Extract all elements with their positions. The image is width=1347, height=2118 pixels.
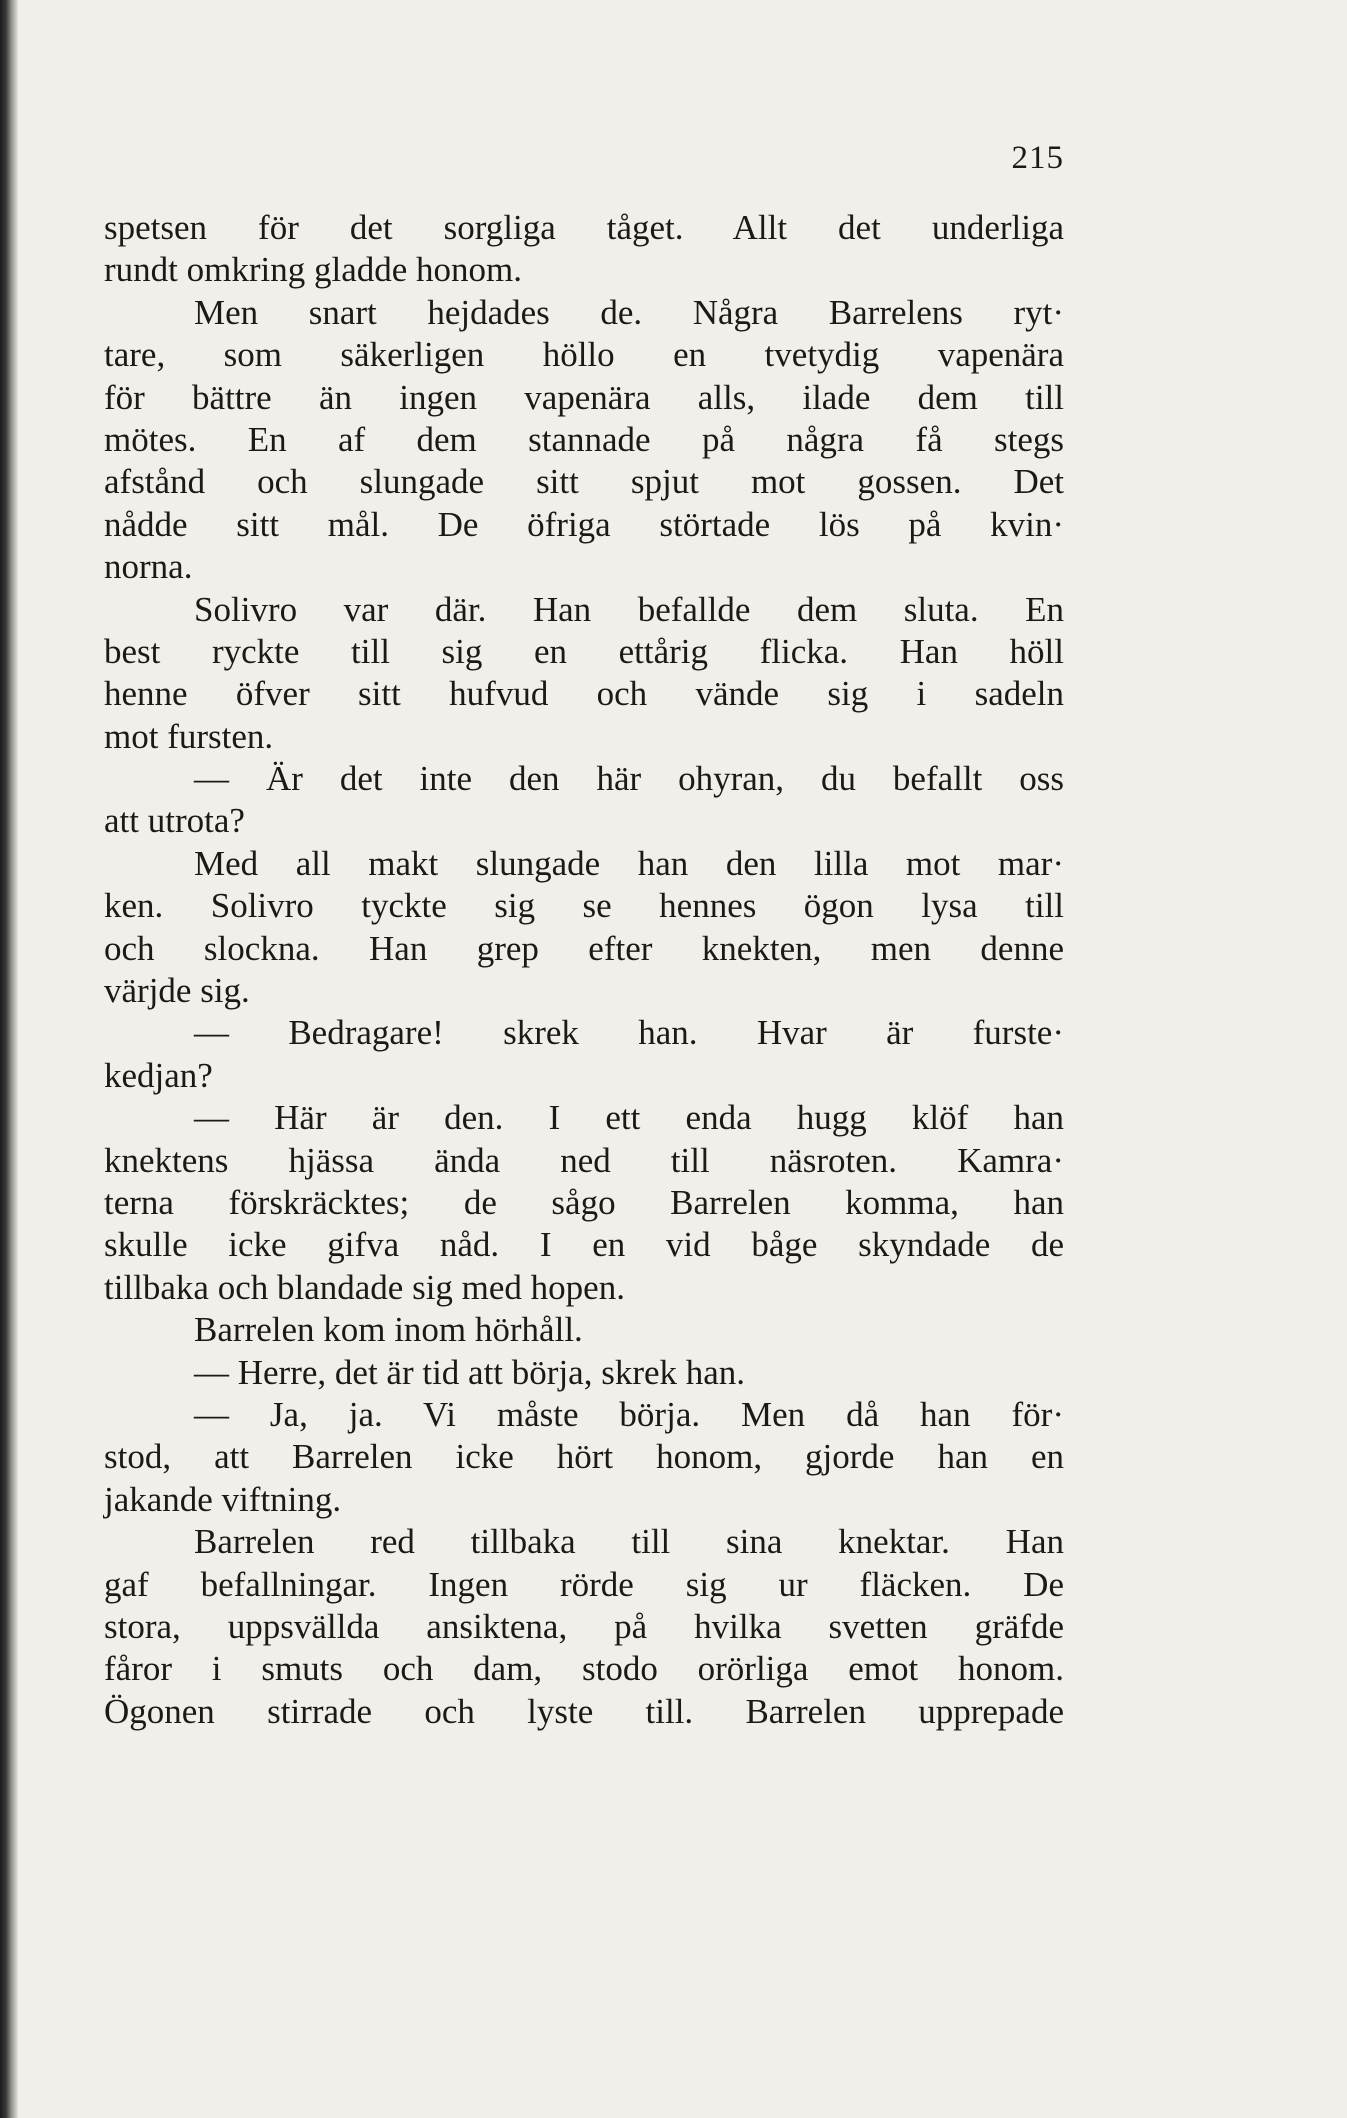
text-line: Barrelen kom inom hörhåll.	[194, 1310, 583, 1350]
text-line: — Här är den. I ett enda hugg klöf han	[194, 1098, 1064, 1138]
text-line: för bättre än ingen vapenära alls, ilade dem till	[104, 377, 1064, 417]
text-line: — Herre, det är tid att börja, skrek han.	[194, 1352, 746, 1392]
text-line: jakande viftning.	[104, 1479, 342, 1519]
text-line: Solivro var där. Han befallde dem sluta. En	[194, 589, 1064, 629]
text-line: spetsen för det sorgliga tåget. Allt det underliga	[104, 208, 1064, 247]
text-line: — Bedragare! skrek han. Hvar är furste·	[194, 1013, 1064, 1053]
text-line: kedjan?	[104, 1055, 213, 1095]
book-page	[104, 0, 1064, 2118]
text-line: skulle icke gifva nåd. I en vid båge skyndade de	[104, 1225, 1064, 1265]
text-line: — Är det inte den här ohyran, du befallt oss	[194, 759, 1064, 799]
text-line: fåror i smuts och dam, stodo orörliga emot honom.	[104, 1649, 1064, 1689]
text-line: mot fursten.	[104, 716, 274, 756]
text-line: tillbaka och blandade sig med hopen.	[104, 1267, 625, 1307]
text-line: Men snart hejdades de. Några Barrelens ryt·	[194, 292, 1064, 332]
text-line: knektens hjässa ända ned till näsroten. Kamra·	[104, 1140, 1064, 1180]
text-line: Med all makt slungade han den lilla mot mar·	[194, 843, 1064, 883]
text-line: Barrelen red tillbaka till sina knektar. Han	[194, 1522, 1064, 1562]
text-line: gaf befallningar. Ingen rörde sig ur fläcken. De	[104, 1564, 1064, 1604]
text-line: terna förskräcktes; de sågo Barrelen komma, han	[104, 1182, 1064, 1222]
text-line: värjde sig.	[104, 971, 250, 1011]
text-line: mötes. En af dem stannade på några få stegs	[104, 419, 1064, 459]
text-line: att utrota?	[104, 801, 245, 841]
text-line: ken. Solivro tyckte sig se hennes ögon lysa till	[104, 886, 1064, 926]
text-line: best ryckte till sig en ettårig flicka. Han höll	[104, 631, 1064, 671]
text-line: henne öfver sitt hufvud och vände sig i sadeln	[104, 674, 1064, 714]
book-spine-shadow	[0, 0, 18, 2118]
text-line: och slockna. Han grep efter knekten, men denne	[104, 928, 1064, 968]
text-line: — Ja, ja. Vi måste börja. Men då han för·	[194, 1394, 1064, 1434]
text-line: norna.	[104, 547, 193, 587]
page-number: 215	[1011, 140, 1064, 176]
text-line: rundt omkring gladde honom.	[104, 250, 523, 290]
body-text	[104, 207, 1064, 1733]
text-line: stod, att Barrelen icke hört honom, gjorde han en	[104, 1437, 1064, 1477]
text-line: afstånd och slungade sitt spjut mot gossen. Det	[104, 462, 1064, 502]
text-line: Ögonen stirrade och lyste till. Barrelen upprepade	[104, 1691, 1064, 1731]
text-line: tare, som säkerligen höllo en tvetydig vapenära	[104, 335, 1064, 375]
text-line: nådde sitt mål. De öfriga störtade lös på kvin·	[104, 504, 1064, 544]
text-line: stora, uppsvällda ansiktena, på hvilka svetten gräfde	[104, 1606, 1064, 1646]
